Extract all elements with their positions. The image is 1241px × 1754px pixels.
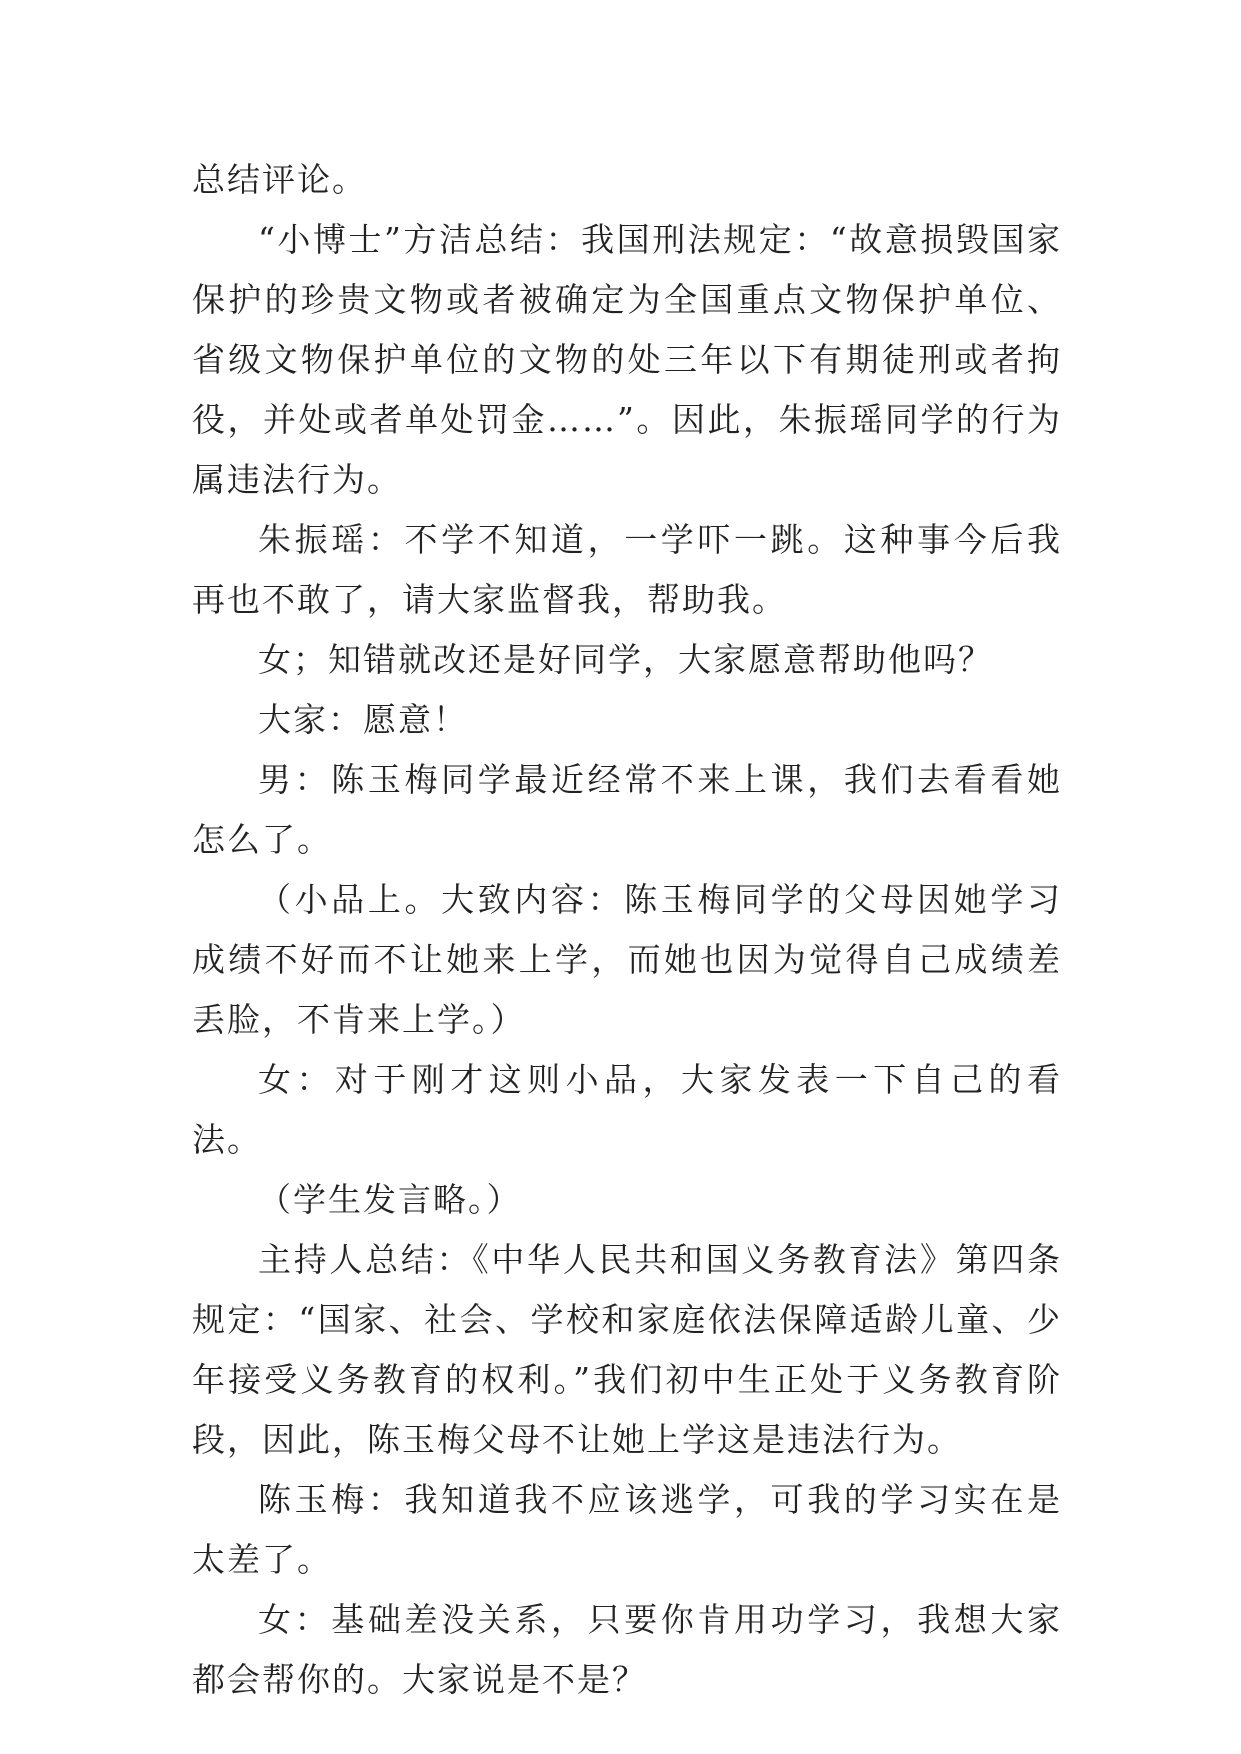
paragraph-7: （小品上。大致内容：陈玉梅同学的父母因她学习成绩不好而不让她来上学，而她也因为觉得自己成绩差丢脸，不肯来上学。） (192, 880, 1062, 1039)
paragraph-4: 女；知错就改还是好同学，大家愿意帮助他吗？ (258, 640, 993, 679)
paragraph-12: 女：基础差没关系，只要你肯用功学习，我想大家都会帮你的。大家说是不是？ (192, 1600, 1062, 1699)
paragraph-1: 总结评论。 (192, 160, 367, 199)
paragraph-9: （学生发言略。） (258, 1180, 522, 1219)
paragraph-10: 主持人总结：《中华人民共和国义务教育法》第四条规定：“国家、社会、学校和家庭依法保障适龄儿童、少年接受义务教育的权利。”我们初中生正处于义务教育阶段，因此，陈玉梅父母不让她上学这是违法行为。 (192, 1240, 1062, 1459)
paragraph-2: “小博士”方洁总结：我国刑法规定：“故意损毁国家保护的珍贵文物或者被确定为全国重点文物保护单位、省级文物保护单位的文物的处三年以下有期徒刑或者拘役，并处或者单处罚金……”。因此，朱振瑶同学的行为属违法行为。 (192, 220, 1062, 499)
paragraph-5: 大家：愿意！ (258, 700, 468, 739)
paragraph-6: 男：陈玉梅同学最近经常不来上课，我们去看看她怎么了。 (192, 760, 1062, 859)
paragraph-3: 朱振瑶：不学不知道，一学吓一跳。这种事今后我再也不敢了，请大家监督我，帮助我。 (192, 520, 1062, 619)
paragraph-8: 女：对于刚才这则小品，大家发表一下自己的看法。 (192, 1060, 1062, 1159)
paragraph-11: 陈玉梅：我知道我不应该逃学，可我的学习实在是太差了。 (192, 1480, 1062, 1579)
document-page (192, 150, 1062, 1710)
